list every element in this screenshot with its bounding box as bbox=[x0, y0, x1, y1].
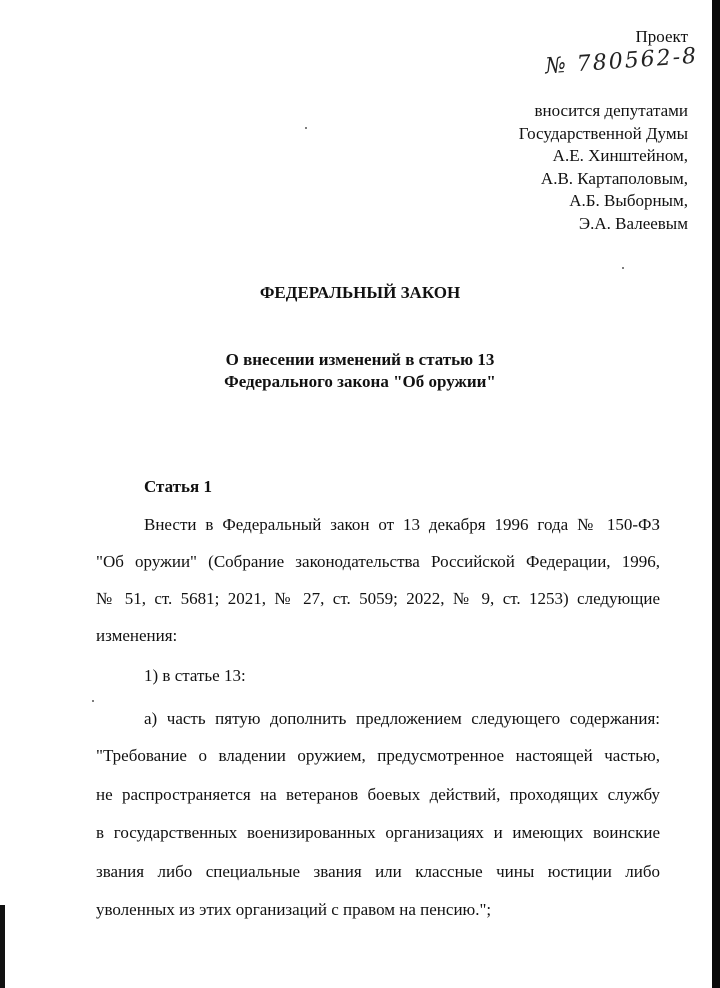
body-line: не распространяется на ветеранов боевых действий, проходящих службу bbox=[96, 785, 660, 804]
subtitle-line: О внесении изменений в статью 13 bbox=[225, 350, 495, 369]
body-line: Внести в Федеральный закон от 13 декабря 1996 года № 150-ФЗ bbox=[144, 515, 660, 534]
body-line: звания либо специальные звания или классные чины юстиции либо bbox=[96, 862, 660, 881]
list-subitem: а) часть пятую дополнить предложением следующего содержания: bbox=[144, 709, 660, 728]
scan-edge-left bbox=[0, 905, 5, 988]
document-type-title: ФЕДЕРАЛЬНЫЙ ЗАКОН bbox=[259, 283, 461, 302]
body-line: уволенных из этих организаций с правом на пенсию."; bbox=[96, 900, 492, 919]
subtitle-line: Федерального закона "Об оружии" bbox=[224, 372, 496, 391]
body-line: изменения: bbox=[96, 626, 178, 645]
handwritten-number-area bbox=[368, 43, 699, 80]
introduced-by-block bbox=[519, 100, 688, 235]
body-line: № 51, ст. 5681; 2021, № 27, ст. 5059; 2022, № 9, ст. 1253) следующие bbox=[96, 589, 660, 608]
status-label: Проект bbox=[635, 27, 688, 46]
article-heading: Статья 1 bbox=[144, 477, 212, 496]
scan-speck bbox=[305, 127, 307, 129]
list-item: 1) в статье 13: bbox=[144, 666, 246, 685]
header-block bbox=[368, 26, 699, 235]
deputy-name: А.Б. Выборным, bbox=[569, 191, 688, 210]
handwritten-registration-number: № 780562-8 bbox=[544, 43, 699, 80]
body-line: "Требование о владении оружием, предусмотренное настоящей частью, bbox=[96, 746, 660, 765]
deputy-name: А.Е. Хинштейном, bbox=[552, 146, 688, 165]
introduced-by-line: вносится депутатами bbox=[534, 101, 688, 120]
scan-speck bbox=[622, 267, 624, 269]
scan-edge-right bbox=[712, 0, 720, 988]
introduced-by-line: Государственной Думы bbox=[518, 123, 688, 143]
scan-speck bbox=[92, 700, 94, 702]
body-line: в государственных военизированных организациях и имеющих воинские bbox=[96, 823, 660, 842]
document-subtitle bbox=[0, 349, 720, 393]
body-line: "Об оружии" (Собрание законодательства Российской Федерации, 1996, bbox=[96, 552, 660, 571]
deputy-name: А.В. Картаполовым, bbox=[540, 168, 688, 188]
deputy-name: Э.А. Валеевым bbox=[578, 213, 688, 233]
